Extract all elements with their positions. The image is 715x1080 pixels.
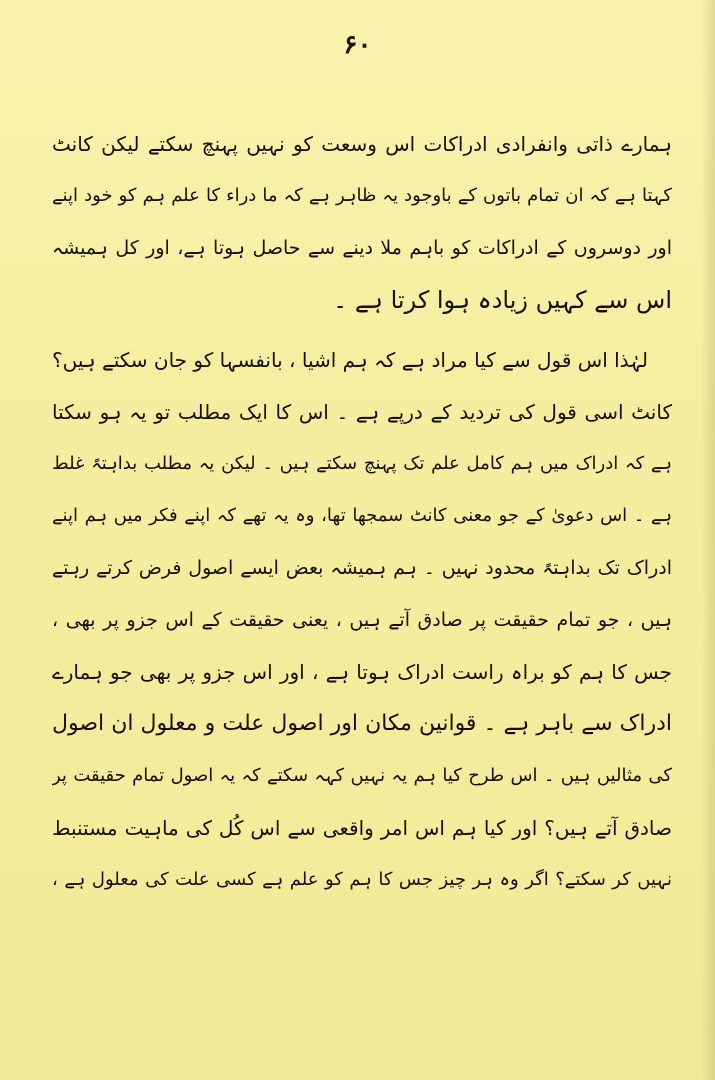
page-number: ۶۰ bbox=[343, 30, 372, 60]
text-line: صادق آتے ہیں؟ اور کیا ہم اس امر واقعی سے اس کُل کی ماہیت مستنبط bbox=[52, 816, 672, 840]
text-line: کہتا ہے کہ ان تمام باتوں کے باوجود یہ ظاہر ہے کہ ما دراء کا علم ہم کو خود اپنے bbox=[52, 185, 672, 206]
text-line: ہیں ، جو تمام حقیقت پر صادق آتے ہیں ، یعنی حقیقت کے اس جزو پر بھی ، bbox=[52, 609, 672, 631]
text-line: ہے ۔ اس دعویٰ کے جو معنی کانٹ سمجھا تھا، وہ یہ تھے کہ اپنے فکر میں ہم اپنے bbox=[52, 505, 672, 526]
text-line: نہیں کر سکتے؟ اگر وہ ہر چیز جس کا ہم کو علم ہے کسی علت کی معلول ہے ، bbox=[52, 869, 672, 890]
text-line: جس کا ہم کو براہ راست ادراک ہوتا ہے ، اور اس جزو پر بھی جو ہمارے bbox=[52, 660, 672, 684]
text-line: ہے کہ ادراک میں ہم کامل علم تک پہنچ سکتے ہیں ۔ لیکن یہ مطلب بداہتہً غلط bbox=[52, 453, 672, 474]
text-line: ہمارے ذاتی وانفرادی ادراکات اس وسعت کو نہیں پہنچ سکتے لیکن کانٹ bbox=[52, 132, 672, 156]
body-text bbox=[52, 118, 672, 906]
page-edge-shadow bbox=[701, 0, 715, 1080]
text-line: اور دوسروں کے ادراکات کو باہم ملا دینے سے حاصل ہوتا ہے، اور کل ہمیشہ bbox=[52, 237, 672, 259]
text-line: ادراک تک بداہتہً محدود نہیں ۔ ہم ہمیشہ بعض ایسے اصول فرض کرتے رہتے bbox=[52, 557, 672, 579]
text-line: ادراک سے باہر ہے ۔ قوانین مکان اور اصول علت و معلول ان اصول bbox=[52, 711, 672, 736]
text-line: کانٹ اسی قول کی تردید کے درپے ہے ۔ اس کا ایک مطلب تو یہ ہو سکتا bbox=[52, 400, 672, 424]
text-line: کی مثالیں ہیں ۔ اس طرح کیا ہم یہ نہیں کہہ سکتے کہ یہ اصول تمام حقیقت پر bbox=[52, 765, 672, 786]
text-line: لہٰذا اس قول سے کیا مراد ہے کہ ہم اشیا ، بانفسہا کو جان سکتے ہیں؟ bbox=[52, 348, 648, 372]
text-line: اس سے کہیں زیادہ ہوا کرتا ہے ۔ bbox=[333, 286, 672, 314]
